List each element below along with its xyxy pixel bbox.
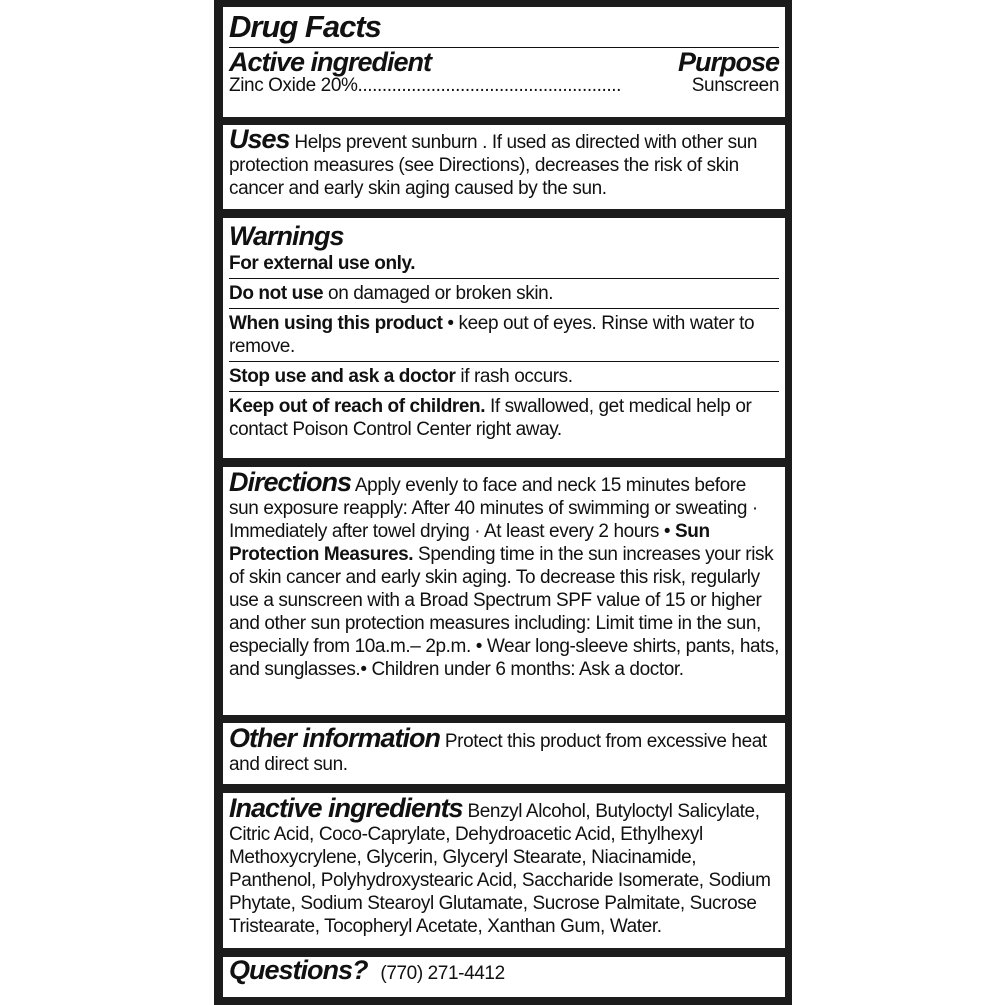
uses-text: Helps prevent sunburn . If used as directed with other sun protection measures (see Directions), decreases the risk of skin cancer and early skin aging caused by the sun. — [229, 132, 758, 199]
when-using-row — [229, 308, 779, 358]
inactive-ingredients-text: Benzyl Alcohol, Butyloctyl Salicylate, Citric Acid, Coco-Caprylate, Dehydroacetic Acid, Ethylhexyl Methoxycrylene, Glycerin, Glyceryl Stearate, Niacinamide, Panthenol, Polyhydroxystearic Acid, Saccharide Isomerate, Sodium Phytate, Sodium Stearoyl Glutamate, Sucrose Palmitate, Sucrose Tristearate, Tocopheryl Acetate, Xanthan Gum, Water. — [229, 801, 771, 937]
drug-facts-section — [223, 7, 785, 117]
purpose-heading: Purpose — [677, 47, 779, 77]
warnings-heading: Warnings — [229, 221, 344, 251]
do-not-use-label: Do not use — [229, 283, 324, 304]
inactive-ingredients-section — [223, 793, 785, 948]
other-information-text: Protect this product from excessive heat and direct sun. — [229, 731, 767, 775]
active-header-row — [229, 47, 779, 77]
active-ingredient-row — [229, 74, 779, 97]
questions-heading: Questions? — [229, 957, 368, 985]
other-information-heading: Other information — [229, 723, 440, 753]
stop-use-text: if rash occurs. — [455, 366, 573, 387]
external-use-only: For external use only. — [229, 253, 416, 274]
keep-out-text: If swallowed, get medical help or contact Poison Control Center right away. — [229, 396, 752, 440]
uses-heading: Uses — [229, 125, 290, 154]
questions-phone: (770) 271-4412 — [380, 963, 505, 984]
active-ingredient-heading: Active ingredient — [229, 47, 432, 77]
uses-section — [223, 125, 785, 209]
directions-text-1: Apply evenly to face and neck 15 minutes before sun exposure reapply: After 40 minutes of swimming or sweating · Immediately after towel drying · At least every 2 hours • — [229, 475, 758, 542]
inactive-ingredients-heading: Inactive ingredients — [229, 793, 463, 823]
stop-use-label: Stop use and ask a doctor — [229, 366, 456, 387]
warnings-section — [223, 218, 785, 458]
keep-out-row — [229, 391, 779, 441]
active-ingredient-purpose: Sunscreen — [691, 75, 779, 96]
leader-dots: ...................................................... — [357, 75, 621, 96]
other-information-section — [223, 723, 785, 784]
active-ingredient-name: Zinc Oxide 20% — [229, 75, 358, 96]
when-using-label: When using this product — [229, 313, 443, 334]
do-not-use-text: on damaged or broken skin. — [323, 283, 554, 304]
directions-section — [223, 467, 785, 715]
do-not-use-row — [229, 278, 779, 305]
drug-facts-title: Drug Facts — [229, 9, 381, 44]
directions-heading: Directions — [229, 467, 352, 497]
directions-text-2: Spending time in the sun increases your risk of skin cancer and early skin aging. To decrease this risk, regularly use a sunscreen with a Broad Spectrum SPF value of 15 or higher and other sun protection measures including: Limit time in the sun, especially from 10a.m.– 2p.m. • Wear long-sleeve shirts, pants, hats, and sunglasses.• Children under 6 months: Ask a doctor. — [229, 544, 780, 680]
keep-out-label: Keep out of reach of children. — [229, 396, 486, 417]
questions-section — [223, 957, 785, 997]
sun-protection-measures-label: Sun Protection Measures. — [229, 521, 710, 565]
when-using-text: • keep out of eyes. Rinse with water to remove. — [229, 313, 755, 357]
stop-use-row — [229, 361, 779, 388]
